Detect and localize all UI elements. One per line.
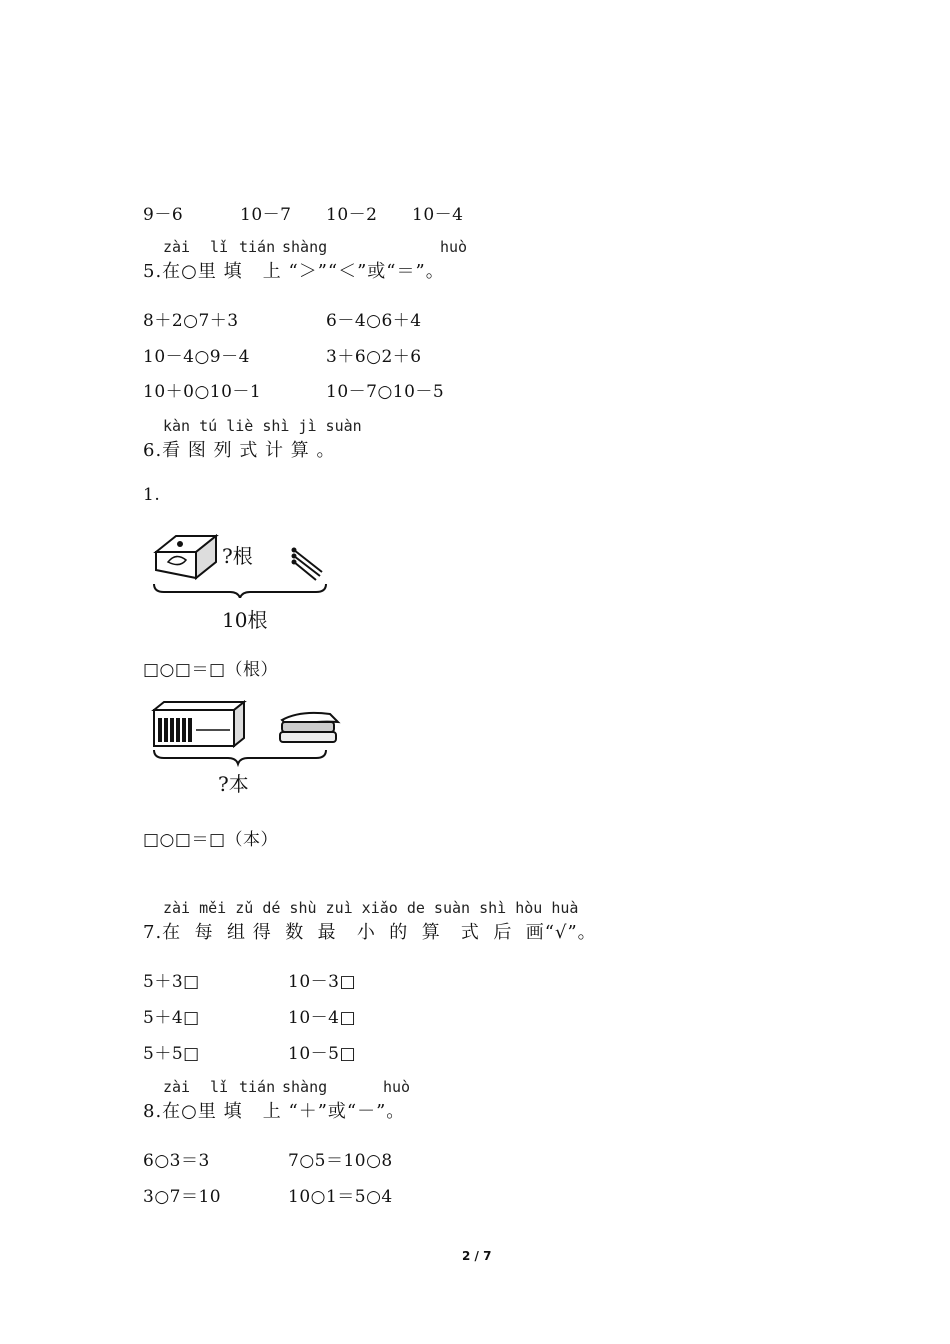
q8-pinyin-shang: shàng [282,1078,328,1096]
top-expr-1: 9－6 [143,205,184,225]
q7-row3-right: 10－5□ [288,1044,357,1064]
top-expr-3: 10－2 [326,205,378,225]
q7-title: 7.在 每 组 得 数 最 小 的 算 式 后 画“√”。 [143,922,597,943]
q7-pinyin: zài měi zǔ dé shù zuì xiǎo de suàn shì hòu huà [163,899,579,917]
q7-row2-right: 10－4□ [288,1008,357,1028]
fig1-question-label: ?根 [222,544,253,568]
brace-bottom [154,584,326,598]
q7-row2-left: 5＋4□ [143,1008,200,1028]
bookshelf-figure [148,700,348,768]
q8-title: 8.在○里 填 上 “＋”或“－”。 [143,1101,406,1122]
top-expr-4: 10－4 [412,205,464,225]
q7-row3-left: 5＋5□ [143,1044,200,1064]
q5-pinyin-li: lǐ [210,238,229,256]
q7-row1-left: 5＋3□ [143,972,200,992]
top-expr-2: 10－7 [240,205,292,225]
q8-pinyin-zai: zài [163,1078,191,1096]
q5-row3-right: 10－7○10－5 [326,382,445,402]
q8-pinyin-li: lǐ [210,1078,229,1096]
q8-row1-left: 6○3＝3 [143,1151,210,1171]
q6-title: 6.看 图 列 式 计 算 。 [143,440,336,461]
bookshelf-icon [154,702,244,746]
q5-pinyin-tian: tián [239,238,276,256]
q8-row1-right: 7○5＝10○8 [288,1151,393,1171]
q8-pinyin-huo: huò [383,1078,411,1096]
q5-row2-right: 3＋6○2＋6 [326,347,422,367]
q8-row2-right: 10○1＝5○4 [288,1187,393,1207]
q8-row2-left: 3○7＝10 [143,1187,222,1207]
q5-pinyin-huo: huò [440,238,468,256]
q8-pinyin-tian: tián [239,1078,276,1096]
brace-bottom-2 [154,750,326,764]
page-number: 2 / 7 [462,1249,492,1263]
q6-answer-2: □○□＝□（本） [143,830,279,850]
fig1-total-label: 10根 [222,608,268,632]
q5-pinyin-zai: zài [163,238,191,256]
matchbox-icon [156,536,216,578]
q6-sub1: 1. [143,485,161,505]
q5-title: 5.在○里 填 上 “＞”“＜”或“＝”。 [143,261,445,282]
q5-row2-left: 10－4○9－4 [143,347,250,367]
q7-row1-right: 10－3□ [288,972,357,992]
q5-row1-right: 6－4○6＋4 [326,311,422,331]
q5-row1-left: 8＋2○7＋3 [143,311,239,331]
q5-row3-left: 10＋0○10－1 [143,382,262,402]
matches-icon [292,548,323,581]
q6-pinyin: kàn tú liè shì jì suàn [163,417,362,435]
books-stack-icon [280,713,338,742]
q6-answer-1: □○□＝□（根） [143,660,279,680]
q5-pinyin-shang: shàng [282,238,328,256]
fig2-question-label: ?本 [218,772,249,796]
